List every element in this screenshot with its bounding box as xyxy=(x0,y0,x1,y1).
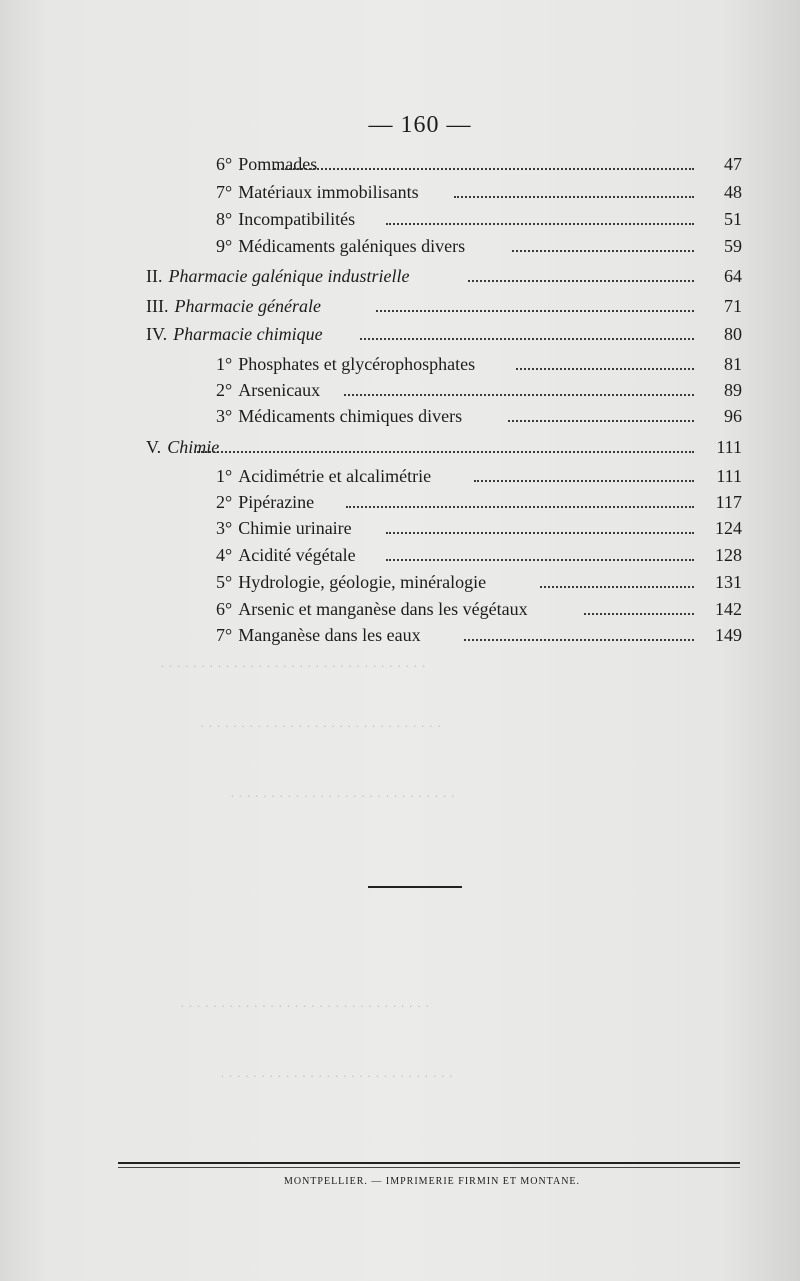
toc-page-ref: 149 xyxy=(715,625,742,645)
bleed-through-text: · · · · · · · · · · · · · · · · · · · · · · · · · · · · xyxy=(230,790,456,805)
toc-entry-number: IV. xyxy=(146,324,168,344)
dot-leader xyxy=(360,338,694,340)
toc-page-ref: 81 xyxy=(724,354,742,374)
toc-entry-label: Pommades xyxy=(238,154,318,174)
bleed-through-text: · · · · · · · · · · · · · · · · · · · · · · · · · · · · · xyxy=(220,1070,454,1085)
dot-leader xyxy=(346,506,694,508)
bleed-through-text: · · · · · · · · · · · · · · · · · · · · · · · · · · · · · · · xyxy=(180,1000,430,1015)
dot-leader xyxy=(386,223,694,225)
toc-entry xyxy=(146,292,742,320)
toc-entry-title xyxy=(216,462,431,490)
toc-entry-title xyxy=(216,350,475,378)
toc-entry-number: V. xyxy=(146,437,162,457)
toc-entry xyxy=(146,376,742,404)
toc-entry xyxy=(146,621,742,649)
toc-entry-label: Pipérazine xyxy=(238,492,315,512)
toc-page-ref: 142 xyxy=(715,599,742,619)
toc-entry-title xyxy=(216,541,356,569)
toc-entry xyxy=(146,150,742,178)
dot-leader xyxy=(386,559,694,561)
toc-entry-label: Acidimétrie et alcalimétrie xyxy=(238,466,432,486)
toc-entry-title xyxy=(216,488,314,516)
dot-leader xyxy=(474,480,694,482)
toc-entry-title xyxy=(146,320,323,348)
toc-entry xyxy=(146,568,742,596)
dot-leader xyxy=(386,532,694,534)
toc-entry-title xyxy=(216,232,465,260)
toc-page-ref: 124 xyxy=(715,518,742,538)
toc-entry-label: Acidité végétale xyxy=(238,545,356,565)
toc-entry-label: Matériaux immobilisants xyxy=(238,182,419,202)
toc-entry-number: 3° xyxy=(216,518,233,538)
toc-page-ref: 89 xyxy=(724,380,742,400)
toc-entry-title xyxy=(216,376,320,404)
toc-entry-number: 9° xyxy=(216,236,233,256)
toc-entry-label: Hydrologie, géologie, minéralogie xyxy=(238,572,487,592)
toc-entry-label: Médicaments chimiques divers xyxy=(238,406,463,426)
toc-entry-label: Arsenic et manganèse dans les végétaux xyxy=(238,599,528,619)
dot-leader xyxy=(274,168,694,170)
toc-entry xyxy=(146,402,742,430)
toc-entry-title xyxy=(216,205,355,233)
toc-entry-title xyxy=(146,433,219,461)
toc-entry-title xyxy=(216,621,421,649)
bleed-through-text: · · · · · · · · · · · · · · · · · · · · · · · · · · · · · · · · · xyxy=(160,660,426,675)
toc-entry-number: 3° xyxy=(216,406,233,426)
toc-page-ref: 96 xyxy=(724,406,742,426)
dot-leader xyxy=(376,310,694,312)
toc-page-ref: 48 xyxy=(724,182,742,202)
toc-entry-label: Arsenicaux xyxy=(238,380,321,400)
toc-entry-label: Chimie urinaire xyxy=(238,518,352,538)
dot-leader xyxy=(516,368,694,370)
toc-page-ref: 131 xyxy=(715,572,742,592)
toc-entry-title xyxy=(146,262,409,290)
toc-entry-title xyxy=(216,595,528,623)
toc-entry-label: Médicaments galéniques divers xyxy=(238,236,466,256)
toc-entry-label: Chimie xyxy=(167,437,220,457)
toc-entry-number: III. xyxy=(146,296,169,316)
page-number: — 160 — xyxy=(368,112,472,138)
toc-entry xyxy=(146,205,742,233)
dot-leader xyxy=(468,280,694,282)
toc-entry-number: 2° xyxy=(216,380,233,400)
toc-entry-number: 8° xyxy=(216,209,233,229)
toc-entry xyxy=(146,488,742,516)
dot-leader xyxy=(454,196,694,198)
separator-rule xyxy=(368,886,462,888)
toc-entry-number: 7° xyxy=(216,625,233,645)
toc-page-ref: 111 xyxy=(716,437,742,457)
toc-entry-number: 1° xyxy=(216,466,233,486)
toc-entry xyxy=(146,350,742,378)
toc-entry-label: Pharmacie chimique xyxy=(173,324,323,344)
dot-leader xyxy=(508,420,694,422)
toc-entry-number: 4° xyxy=(216,545,233,565)
dot-leader xyxy=(344,394,694,396)
toc-entry-label: Incompatibilités xyxy=(238,209,356,229)
toc-entry-title xyxy=(216,402,462,430)
toc-entry-label: Phosphates et glycérophosphates xyxy=(238,354,476,374)
toc-entry-number: 6° xyxy=(216,599,233,619)
toc-entry xyxy=(146,433,742,461)
toc-page-ref: 71 xyxy=(724,296,742,316)
toc-page-ref: 80 xyxy=(724,324,742,344)
toc-entry xyxy=(146,462,742,490)
dot-leader xyxy=(540,586,694,588)
toc-page-ref: 111 xyxy=(716,466,742,486)
toc-page-ref: 51 xyxy=(724,209,742,229)
toc-page-ref: 128 xyxy=(715,545,742,565)
dot-leader xyxy=(512,250,694,252)
toc-entry xyxy=(146,262,742,290)
toc-entry xyxy=(146,178,742,206)
toc-page-ref: 117 xyxy=(715,492,742,512)
toc-entry xyxy=(146,541,742,569)
toc-entry-title xyxy=(216,178,419,206)
toc-entry xyxy=(146,514,742,542)
toc-entry-label: Pharmacie générale xyxy=(174,296,321,316)
toc-entry-number: 1° xyxy=(216,354,233,374)
dot-leader xyxy=(464,639,694,641)
dot-leader xyxy=(194,451,694,453)
toc-entry-title xyxy=(216,514,352,542)
toc-entry xyxy=(146,320,742,348)
toc-entry-number: 2° xyxy=(216,492,233,512)
toc-entry-label: Pharmacie galénique industrielle xyxy=(168,266,410,286)
toc-page-ref: 64 xyxy=(724,266,742,286)
toc-entry-number: II. xyxy=(146,266,163,286)
toc-entry xyxy=(146,595,742,623)
bleed-through-text: · · · · · · · · · · · · · · · · · · · · · · · · · · · · · · xyxy=(200,720,442,735)
dot-leader xyxy=(584,613,694,615)
toc-page-ref: 47 xyxy=(724,154,742,174)
printer-imprint: MONTPELLIER. — IMPRIMERIE FIRMIN ET MONTANE. xyxy=(283,1176,581,1187)
toc-entry-title xyxy=(216,568,486,596)
toc-entry-number: 6° xyxy=(216,154,233,174)
footer-rule xyxy=(118,1162,740,1164)
toc-page-ref: 59 xyxy=(724,236,742,256)
footer-rule-thin xyxy=(118,1167,740,1168)
toc-entry-title xyxy=(146,292,321,320)
toc-entry-number: 7° xyxy=(216,182,233,202)
toc-entry xyxy=(146,232,742,260)
toc-entry-number: 5° xyxy=(216,572,233,592)
toc-entry-title xyxy=(216,150,317,178)
toc-entry-label: Manganèse dans les eaux xyxy=(238,625,421,645)
